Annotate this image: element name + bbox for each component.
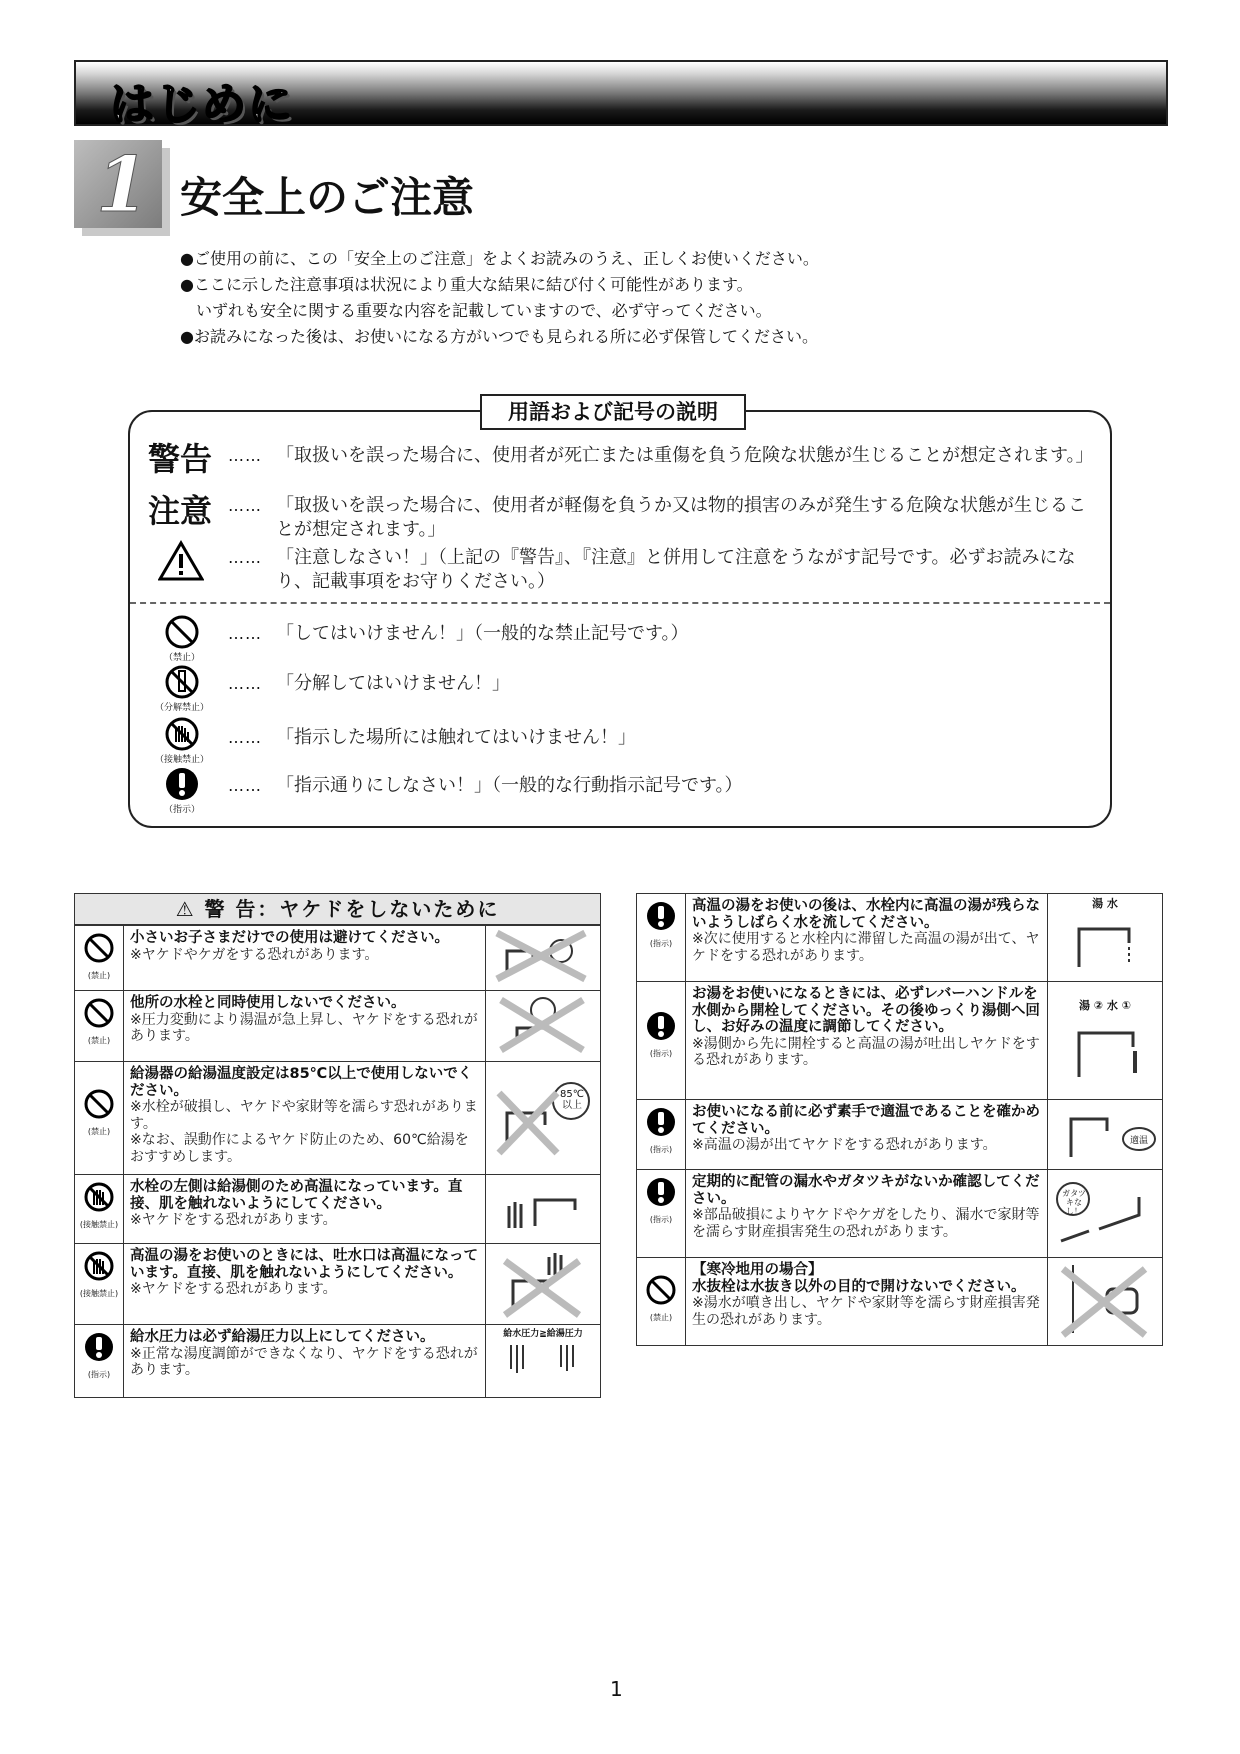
section-number-block: [74, 140, 162, 228]
row-icon-cell: [75, 991, 124, 1062]
warning-desc: 「取扱いを誤った場合に、使用者が死亡または重傷を負う危険な状態が生じることが想定されます。」: [276, 445, 1094, 466]
row-heading: 他所の水栓と同時使用しないでください。: [130, 995, 406, 1011]
caution-term: 注意: [148, 492, 213, 530]
row-heading: 給水圧力は必ず給湯圧力以上にしてください。: [130, 1329, 435, 1345]
prohibit-icon: [83, 997, 115, 1029]
pressure-illustration: [487, 1339, 597, 1389]
intro-line: いずれも安全に関する重要な内容を記載していますので、必ず守ってください。: [180, 301, 772, 320]
no-disassembly-icon: [164, 664, 200, 700]
shower-faucet-illustration: [487, 992, 597, 1056]
no-touch-icon: [83, 1181, 115, 1213]
instruction-icon: [645, 1176, 677, 1208]
prohibit-icon: [645, 1274, 677, 1306]
warning-term: 警告: [148, 440, 213, 478]
glossary-box: [128, 410, 1112, 828]
icon-caption: (指示): [649, 1145, 673, 1154]
table-row: [75, 991, 601, 1062]
row-text: [124, 1175, 486, 1244]
row-icon-cell: [75, 1325, 124, 1398]
row-note: ※次に使用すると水栓内に滞留した高温の湯が出て、ヤケドをする恐れがあります。: [692, 931, 1040, 964]
warning-triangle-icon: [158, 540, 204, 582]
row-text: [686, 982, 1048, 1100]
table-row: [637, 1170, 1163, 1258]
warning-table-title: [74, 893, 601, 925]
faucet-illustration: [1049, 911, 1159, 971]
lever-faucet-illustration: [1049, 1013, 1159, 1083]
table-row: [637, 894, 1163, 982]
instruction-icon: [645, 1010, 677, 1042]
row-note: ※正常な湯度調節ができなくなり、ヤケドをする恐れがあります。: [130, 1345, 478, 1378]
icon-caption: (指示): [649, 1049, 673, 1058]
table-row: [637, 1100, 1163, 1170]
illustration-label: 給水圧力≧給湯圧力: [503, 1329, 583, 1339]
section-number: 1: [96, 140, 149, 229]
row-heading: 高温の湯をお使いのときには、吐水口は高温になっています。直接、肌を触れないようにしてください。: [130, 1248, 478, 1281]
leader-dots: ……: [228, 496, 262, 515]
row-heading: 給湯器の給湯温度設定は85℃以上で使用しないでください。: [130, 1066, 473, 1099]
table-row: [75, 1175, 601, 1244]
icon-caption: (接触禁止): [79, 1289, 119, 1298]
row-icon-cell: [75, 1244, 124, 1325]
intro-line: ●ご使用の前に、この「安全上のご注意」をよくお読みのうえ、正しくお使いください。: [180, 249, 819, 268]
row-icon-cell: [75, 1175, 124, 1244]
row-heading: 高温の湯をお使いの後は、水栓内に高温の湯が残らないようしばらく水を流してください。: [692, 898, 1040, 931]
icon-caption: (禁止): [87, 1036, 111, 1045]
row-text: [124, 1325, 486, 1398]
symbol-caption: （禁止）: [163, 653, 200, 663]
hand-faucet-illustration: [487, 1176, 597, 1238]
instruction-icon: [164, 766, 200, 802]
page-number: 1: [610, 1677, 623, 1701]
row-note: ※湯側から先に開栓すると高温の湯が吐出しヤケドをする恐れがあります。: [692, 1035, 1040, 1068]
warning-triangle-icon: ⚠: [175, 897, 205, 921]
row-text: [124, 1062, 486, 1175]
chapter-header-bar: [74, 60, 1168, 130]
row-icon-cell: [637, 982, 686, 1100]
table-row: [75, 1244, 601, 1325]
symbol-desc: 「指示通りにしなさい！」（一般的な行動指示記号です。）: [276, 775, 743, 796]
icon-caption: (指示): [87, 1370, 111, 1379]
spout-hand-illustration: [487, 1245, 597, 1319]
intro-line: ●ここに示した注意事項は状況により重大な結果に結び付く可能性があります。: [180, 275, 753, 294]
warning-list-right: [636, 893, 1163, 1346]
illustration-cell: [486, 1325, 601, 1398]
instruction-icon: [83, 1331, 115, 1363]
warning-table-left: [74, 893, 601, 1398]
illustration-cell: [486, 1244, 601, 1325]
illustration-cell: [1048, 894, 1163, 982]
illustration-cell: [486, 991, 601, 1062]
row-heading: 水栓の左側は給湯側のため高温になっています。直接、肌を触れないようにしてください。: [130, 1179, 463, 1212]
no-touch-icon: [83, 1250, 115, 1282]
leader-dots: ……: [228, 624, 262, 643]
row-heading: お使いになる前に必ず素手で適温であることを確かめてください。: [692, 1104, 1040, 1137]
warning-table-title-text: 警 告：ヤケドをしないために: [204, 897, 500, 921]
row-heading: 【寒冷地用の場合】 水抜栓は水抜き以外の目的で開けないでください。: [692, 1262, 1026, 1295]
leader-dots: ……: [228, 674, 262, 693]
caution-desc: 「取扱いを誤った場合に、使用者が軽傷を負うか又は物的損害のみが発生する危険な状態が生じることが想定されます。」: [276, 495, 1086, 540]
row-note: ※湯水が噴き出し、ヤケドや家財等を濡らす財産損害発生の恐れがあります。: [692, 1295, 1040, 1328]
row-heading: お湯をお使いになるときには、必ずレバーハンドルを水側から開栓してください。その後ゆっくり湯側へ回し、お好みの温度に調節してください。: [692, 986, 1040, 1035]
illustration-label: 湯 水: [1092, 897, 1118, 910]
illustration-label: ガタツキなし！: [1062, 1189, 1086, 1216]
row-text: [124, 926, 486, 991]
prohibit-icon: [83, 932, 115, 964]
section-title: 安全上のご注意: [180, 173, 475, 222]
symbol-caption: （分解禁止）: [154, 703, 209, 713]
illustration-cell: [1048, 1170, 1163, 1258]
symbol-desc: 「指示した場所には触れてはいけません！」: [276, 727, 636, 748]
illustration-label: 85℃以上: [560, 1089, 584, 1111]
illustration-label: 湯 ② 水 ①: [1078, 999, 1132, 1012]
icon-caption: (指示): [649, 1215, 673, 1224]
leader-dots: ……: [228, 548, 262, 567]
row-text: [686, 1170, 1048, 1258]
symbol-desc: 「してはいけません！」（一般的な禁止記号です。）: [276, 623, 689, 644]
triangle-desc: 「注意しなさい！」（上記の『警告』、『注意』と併用して注意をうながす記号です。必ずお読みになり、記載事項をお守りください。）: [276, 547, 1076, 592]
row-heading: 小さいお子さまだけでの使用は避けてください。: [130, 930, 449, 946]
dashed-divider: [130, 602, 1110, 604]
row-icon-cell: [75, 1062, 124, 1175]
illustration-label: 適温: [1129, 1136, 1148, 1146]
illustration-cell: [1048, 1100, 1163, 1170]
leader-dots: ……: [228, 728, 262, 747]
row-text: [124, 1244, 486, 1325]
row-text: [686, 1100, 1048, 1170]
row-note: ※ヤケドをする恐れがあります。: [130, 1212, 337, 1228]
prohibit-icon: [164, 614, 200, 650]
no-touch-icon: [164, 716, 200, 752]
instruction-icon: [645, 900, 677, 932]
row-text: [686, 1258, 1048, 1346]
row-note: ※ヤケドやケガをする恐れがあります。: [130, 946, 379, 963]
row-icon-cell: [637, 1100, 686, 1170]
instruction-icon: [645, 1106, 677, 1138]
row-icon-cell: [637, 1258, 686, 1346]
child-faucet-illustration: [487, 927, 597, 985]
illustration-cell: [1048, 982, 1163, 1100]
leader-dots: ……: [228, 776, 262, 795]
illustration-cell: [486, 1175, 601, 1244]
row-icon-cell: [75, 926, 124, 991]
row-note: ※高温の湯が出てヤケドをする恐れがあります。: [692, 1137, 997, 1153]
row-note: ※部品破損によりヤケドやケガをしたり、漏水で家財等を濡らす財産損害発生の恐れがあります。: [692, 1207, 1040, 1240]
drain-valve-illustration: [1049, 1259, 1159, 1339]
symbol-caption: （指示）: [163, 805, 200, 815]
illustration-cell: [486, 926, 601, 991]
symbol-caption: （接触禁止）: [154, 755, 209, 765]
table-row: [75, 1062, 601, 1175]
leader-dots: ……: [228, 446, 262, 465]
warning-list-left: [74, 925, 601, 1398]
icon-caption: (禁止): [87, 971, 111, 980]
icon-caption: (接触禁止): [79, 1220, 119, 1229]
table-row: [75, 926, 601, 991]
intro-line: ●お読みになった後は、お使いになる方がいつでも見られる所に必ず保管してください。: [180, 327, 818, 346]
intro-text: [180, 246, 819, 350]
chapter-title: はじめに: [110, 79, 294, 130]
row-note: ※ヤケドをする恐れがあります。: [130, 1281, 337, 1297]
symbol-desc: 「分解してはいけません！」: [276, 673, 510, 694]
row-text: [124, 991, 486, 1062]
icon-caption: (指示): [649, 939, 673, 948]
hot-faucet-illustration: [487, 1063, 597, 1163]
table-row: [637, 1258, 1163, 1346]
row-note: ※圧力変動により湯温が急上昇し、ヤケドをする恐れがあります。: [130, 1011, 478, 1044]
row-heading: 定期的に配管の漏水やガタツキがないか確認してください。: [692, 1174, 1040, 1207]
row-note: ※水栓が破損し、ヤケドや家財等を濡らす恐れがあります。 ※なお、誤動作によるヤケド防止のため、60℃給湯をおすすめします。: [130, 1099, 478, 1165]
warning-table-right: [636, 893, 1163, 1346]
row-icon-cell: [637, 894, 686, 982]
glossary-title: 用語および記号の説明: [480, 394, 746, 430]
table-row: [75, 1325, 601, 1398]
table-row: [637, 982, 1163, 1100]
row-icon-cell: [637, 1170, 686, 1258]
illustration-cell: [1048, 1258, 1163, 1346]
prohibit-icon: [83, 1088, 115, 1120]
illustration-cell: [486, 1062, 601, 1175]
row-text: [686, 894, 1048, 982]
icon-caption: (禁止): [649, 1313, 673, 1322]
icon-caption: (禁止): [87, 1127, 111, 1136]
